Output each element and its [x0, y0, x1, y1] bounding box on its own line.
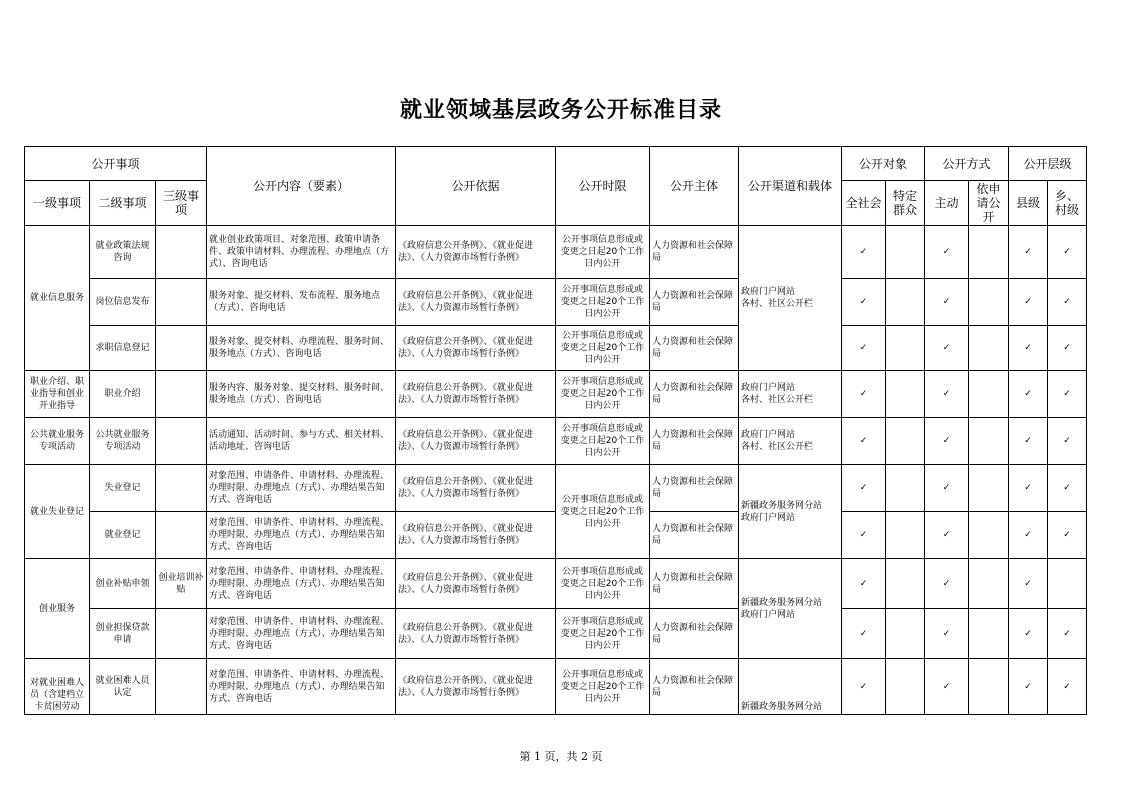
page-footer: 第 1 页，共 2 页: [519, 750, 603, 763]
table-row: [25, 659, 1087, 715]
empty-mark: [969, 659, 1009, 715]
header-channel: 公开渠道和载体: [739, 147, 842, 226]
subject-cell: 人力资源和社会保障局: [650, 371, 739, 418]
empty-mark: [1048, 559, 1087, 609]
check-mark: ✓: [1009, 371, 1048, 418]
basis-cell: 《政府信息公开条例》、《就业促进法》、《人力资源市场暂行条例》: [396, 559, 556, 609]
empty-mark: [886, 512, 925, 559]
check-mark: ✓: [1048, 465, 1087, 512]
check-mark: ✓: [1048, 512, 1087, 559]
subject-cell: 人力资源和社会保障局: [650, 512, 739, 559]
channel-cell: 政府门户网站 各村、社区公开栏: [739, 371, 842, 418]
check-mark: ✓: [925, 418, 969, 465]
subject-cell: 人力资源和社会保障局: [650, 326, 739, 371]
content-cell: 对象范围、申请条件、申请材料、办理流程、办理时限、办理地点（方式）、办理结果告知方式、咨询电话: [207, 465, 396, 512]
time-cell: 公开事项信息形成或变更之日起20个工作日内公开: [556, 371, 650, 418]
table-row: [25, 326, 1087, 371]
content-cell: 服务内容、服务对象、提交材料、服务时间、服务地点（方式）、咨询电话: [207, 371, 396, 418]
level1-cell: 就业失业登记: [25, 465, 90, 559]
check-mark: ✓: [842, 326, 886, 371]
empty-mark: [886, 659, 925, 715]
check-mark: ✓: [1048, 279, 1087, 326]
subject-cell: 人力资源和社会保障局: [650, 418, 739, 465]
check-mark: ✓: [842, 418, 886, 465]
level1-cell: 对就业困难人员（含建档立卡贫困劳动: [25, 659, 90, 715]
time-cell: 公开事项信息形成或变更之日起20个工作日内公开: [556, 465, 650, 559]
table-row: [25, 609, 1087, 659]
check-mark: ✓: [1048, 326, 1087, 371]
check-mark: ✓: [925, 512, 969, 559]
basis-cell: 《政府信息公开条例》、《就业促进法》、《人力资源市场暂行条例》: [396, 465, 556, 512]
table-row: [25, 279, 1087, 326]
check-mark: ✓: [1048, 226, 1087, 279]
subject-cell: 人力资源和社会保障局: [650, 279, 739, 326]
check-mark: ✓: [925, 226, 969, 279]
level2-cell: 就业登记: [90, 512, 156, 559]
table-row: [25, 371, 1087, 418]
page-title: 就业领域基层政务公开标准目录: [399, 97, 722, 123]
level1-cell: 公共就业服务专项活动: [25, 418, 90, 465]
check-mark: ✓: [925, 279, 969, 326]
check-mark: ✓: [842, 659, 886, 715]
content-cell: 服务对象、提交材料、办理流程、服务时间、服务地点（方式）、咨询电话: [207, 326, 396, 371]
level2-cell: 创业担保贷款申请: [90, 609, 156, 659]
empty-mark: [969, 465, 1009, 512]
check-mark: ✓: [925, 559, 969, 609]
basis-cell: 《政府信息公开条例》、《就业促进法》、《人力资源市场暂行条例》: [396, 226, 556, 279]
time-cell: 公开事项信息形成或变更之日起20个工作日内公开: [556, 659, 650, 715]
catalog-table-viewport: [24, 146, 1088, 712]
level1-cell: 就业信息服务: [25, 226, 90, 371]
subject-cell: 人力资源和社会保障局: [650, 559, 739, 609]
header-basis: 公开依据: [396, 147, 556, 226]
time-cell: 公开事项信息形成或变更之日起20个工作日内公开: [556, 418, 650, 465]
table-row: [25, 418, 1087, 465]
check-mark: ✓: [1009, 659, 1048, 715]
check-mark: ✓: [842, 559, 886, 609]
empty-mark: [969, 326, 1009, 371]
basis-cell: 《政府信息公开条例》、《就业促进法》、《人力资源市场暂行条例》: [396, 609, 556, 659]
table-row: [25, 226, 1087, 279]
check-mark: ✓: [1048, 418, 1087, 465]
subject-cell: 人力资源和社会保障局: [650, 609, 739, 659]
header-level3: 三级事项: [156, 181, 207, 226]
check-mark: ✓: [842, 609, 886, 659]
level2-cell: 职业介绍: [90, 371, 156, 418]
empty-mark: [969, 226, 1009, 279]
content-cell: 就业创业政策项目、对象范围、政策申请条件、政策申请材料、办理流程、办理地点（方式）、咨询电话: [207, 226, 396, 279]
basis-cell: 《政府信息公开条例》、《就业促进法》、《人力资源市场暂行条例》: [396, 512, 556, 559]
table-row: [25, 465, 1087, 512]
empty-mark: [886, 226, 925, 279]
level3-cell: [156, 418, 207, 465]
check-mark: ✓: [925, 609, 969, 659]
empty-mark: [886, 326, 925, 371]
time-cell: 公开事项信息形成或变更之日起20个工作日内公开: [556, 279, 650, 326]
basis-cell: 《政府信息公开条例》、《就业促进法》、《人力资源市场暂行条例》: [396, 326, 556, 371]
content-cell: 对象范围、申请条件、申请材料、办理流程、办理时限、办理地点（方式）、办理结果告知方式、咨询电话: [207, 609, 396, 659]
check-mark: ✓: [842, 465, 886, 512]
basis-cell: 《政府信息公开条例》、《就业促进法》、《人力资源市场暂行条例》: [396, 279, 556, 326]
level3-cell: [156, 659, 207, 715]
empty-mark: [886, 371, 925, 418]
subject-cell: 人力资源和社会保障局: [650, 659, 739, 715]
header-time: 公开时限: [556, 147, 650, 226]
subject-cell: 人力资源和社会保障局: [650, 465, 739, 512]
header-m-request: 依申请公开: [969, 181, 1009, 226]
empty-mark: [969, 559, 1009, 609]
header-level1: 一级事项: [25, 181, 90, 226]
check-mark: ✓: [1009, 559, 1048, 609]
channel-cell: 政府门户网站 各村、社区公开栏: [739, 226, 842, 371]
header-lv-county: 县级: [1009, 181, 1048, 226]
level3-cell: 创业培训补贴: [156, 559, 207, 609]
empty-mark: [969, 609, 1009, 659]
header-aud-all: 全社会: [842, 181, 886, 226]
time-cell: 公开事项信息形成或变更之日起20个工作日内公开: [556, 226, 650, 279]
check-mark: ✓: [1048, 371, 1087, 418]
check-mark: ✓: [842, 279, 886, 326]
header-subject: 公开主体: [650, 147, 739, 226]
level3-cell: [156, 226, 207, 279]
level2-cell: 求职信息登记: [90, 326, 156, 371]
level3-cell: [156, 609, 207, 659]
header-level: 公开层级: [1009, 147, 1087, 181]
check-mark: ✓: [1009, 418, 1048, 465]
check-mark: ✓: [1009, 326, 1048, 371]
catalog-table: [24, 146, 1087, 715]
level1-cell: 职业介绍、职业指导和创业开业指导: [25, 371, 90, 418]
level2-cell: 公共就业服务专项活动: [90, 418, 156, 465]
check-mark: ✓: [842, 512, 886, 559]
level2-cell: 就业政策法规咨询: [90, 226, 156, 279]
header-m-active: 主动: [925, 181, 969, 226]
level3-cell: [156, 326, 207, 371]
header-method: 公开方式: [925, 147, 1009, 181]
empty-mark: [969, 512, 1009, 559]
header-content: 公开内容（要素）: [207, 147, 396, 226]
check-mark: ✓: [925, 371, 969, 418]
empty-mark: [886, 559, 925, 609]
time-cell: 公开事项信息形成或变更之日起20个工作日内公开: [556, 326, 650, 371]
empty-mark: [886, 418, 925, 465]
check-mark: ✓: [925, 659, 969, 715]
basis-cell: 《政府信息公开条例》、《就业促进法》、《人力资源市场暂行条例》: [396, 371, 556, 418]
subject-cell: 人力资源和社会保障局: [650, 226, 739, 279]
empty-mark: [969, 418, 1009, 465]
level3-cell: [156, 279, 207, 326]
content-cell: 活动通知、活动时间、参与方式、相关材料、活动地址、咨询电话: [207, 418, 396, 465]
level2-cell: 失业登记: [90, 465, 156, 512]
content-cell: 对象范围、申请条件、申请材料、办理流程、办理时限、办理地点（方式）、办理结果告知方式、咨询电话: [207, 659, 396, 715]
check-mark: ✓: [842, 226, 886, 279]
level1-cell: 创业服务: [25, 559, 90, 659]
content-cell: 对象范围、申请条件、申请材料、办理流程、办理时限、办理地点（方式）、办理结果告知方式、咨询电话: [207, 512, 396, 559]
check-mark: ✓: [925, 465, 969, 512]
check-mark: ✓: [1009, 279, 1048, 326]
check-mark: ✓: [1009, 609, 1048, 659]
header-matters: 公开事项: [25, 147, 207, 181]
header-aud-specific: 特定群众: [886, 181, 925, 226]
check-mark: ✓: [1048, 609, 1087, 659]
channel-cell: 新疆政务服务网分站: [739, 659, 842, 715]
check-mark: ✓: [1048, 659, 1087, 715]
time-cell: 公开事项信息形成或变更之日起20个工作日内公开: [556, 559, 650, 609]
level2-cell: 创业补贴申领: [90, 559, 156, 609]
empty-mark: [886, 279, 925, 326]
header-lv-village: 乡、村级: [1048, 181, 1087, 226]
channel-cell: 政府门户网站 各村、社区公开栏: [739, 418, 842, 465]
basis-cell: 《政府信息公开条例》、《就业促进法》、《人力资源市场暂行条例》: [396, 659, 556, 715]
header-audience: 公开对象: [842, 147, 925, 181]
level2-cell: 就业困难人员认定: [90, 659, 156, 715]
check-mark: ✓: [842, 371, 886, 418]
check-mark: ✓: [1009, 465, 1048, 512]
empty-mark: [886, 465, 925, 512]
empty-mark: [969, 371, 1009, 418]
empty-mark: [886, 609, 925, 659]
content-cell: 服务对象、提交材料、发布流程、服务地点（方式）、咨询电话: [207, 279, 396, 326]
check-mark: ✓: [1009, 512, 1048, 559]
table-row: [25, 559, 1087, 609]
header-level2: 二级事项: [90, 181, 156, 226]
check-mark: ✓: [1009, 226, 1048, 279]
empty-mark: [969, 279, 1009, 326]
level3-cell: [156, 465, 207, 512]
time-cell: 公开事项信息形成或变更之日起20个工作日内公开: [556, 609, 650, 659]
level2-cell: 岗位信息发布: [90, 279, 156, 326]
channel-cell: 新疆政务服务网分站 政府门户网站: [739, 465, 842, 559]
level3-cell: [156, 512, 207, 559]
level3-cell: [156, 371, 207, 418]
basis-cell: 《政府信息公开条例》、《就业促进法》、《人力资源市场暂行条例》: [396, 418, 556, 465]
content-cell: 对象范围、申请条件、申请材料、办理流程、办理时限、办理地点（方式）、办理结果告知方式、咨询电话: [207, 559, 396, 609]
check-mark: ✓: [925, 326, 969, 371]
channel-cell: 新疆政务服务网分站 政府门户网站: [739, 559, 842, 659]
